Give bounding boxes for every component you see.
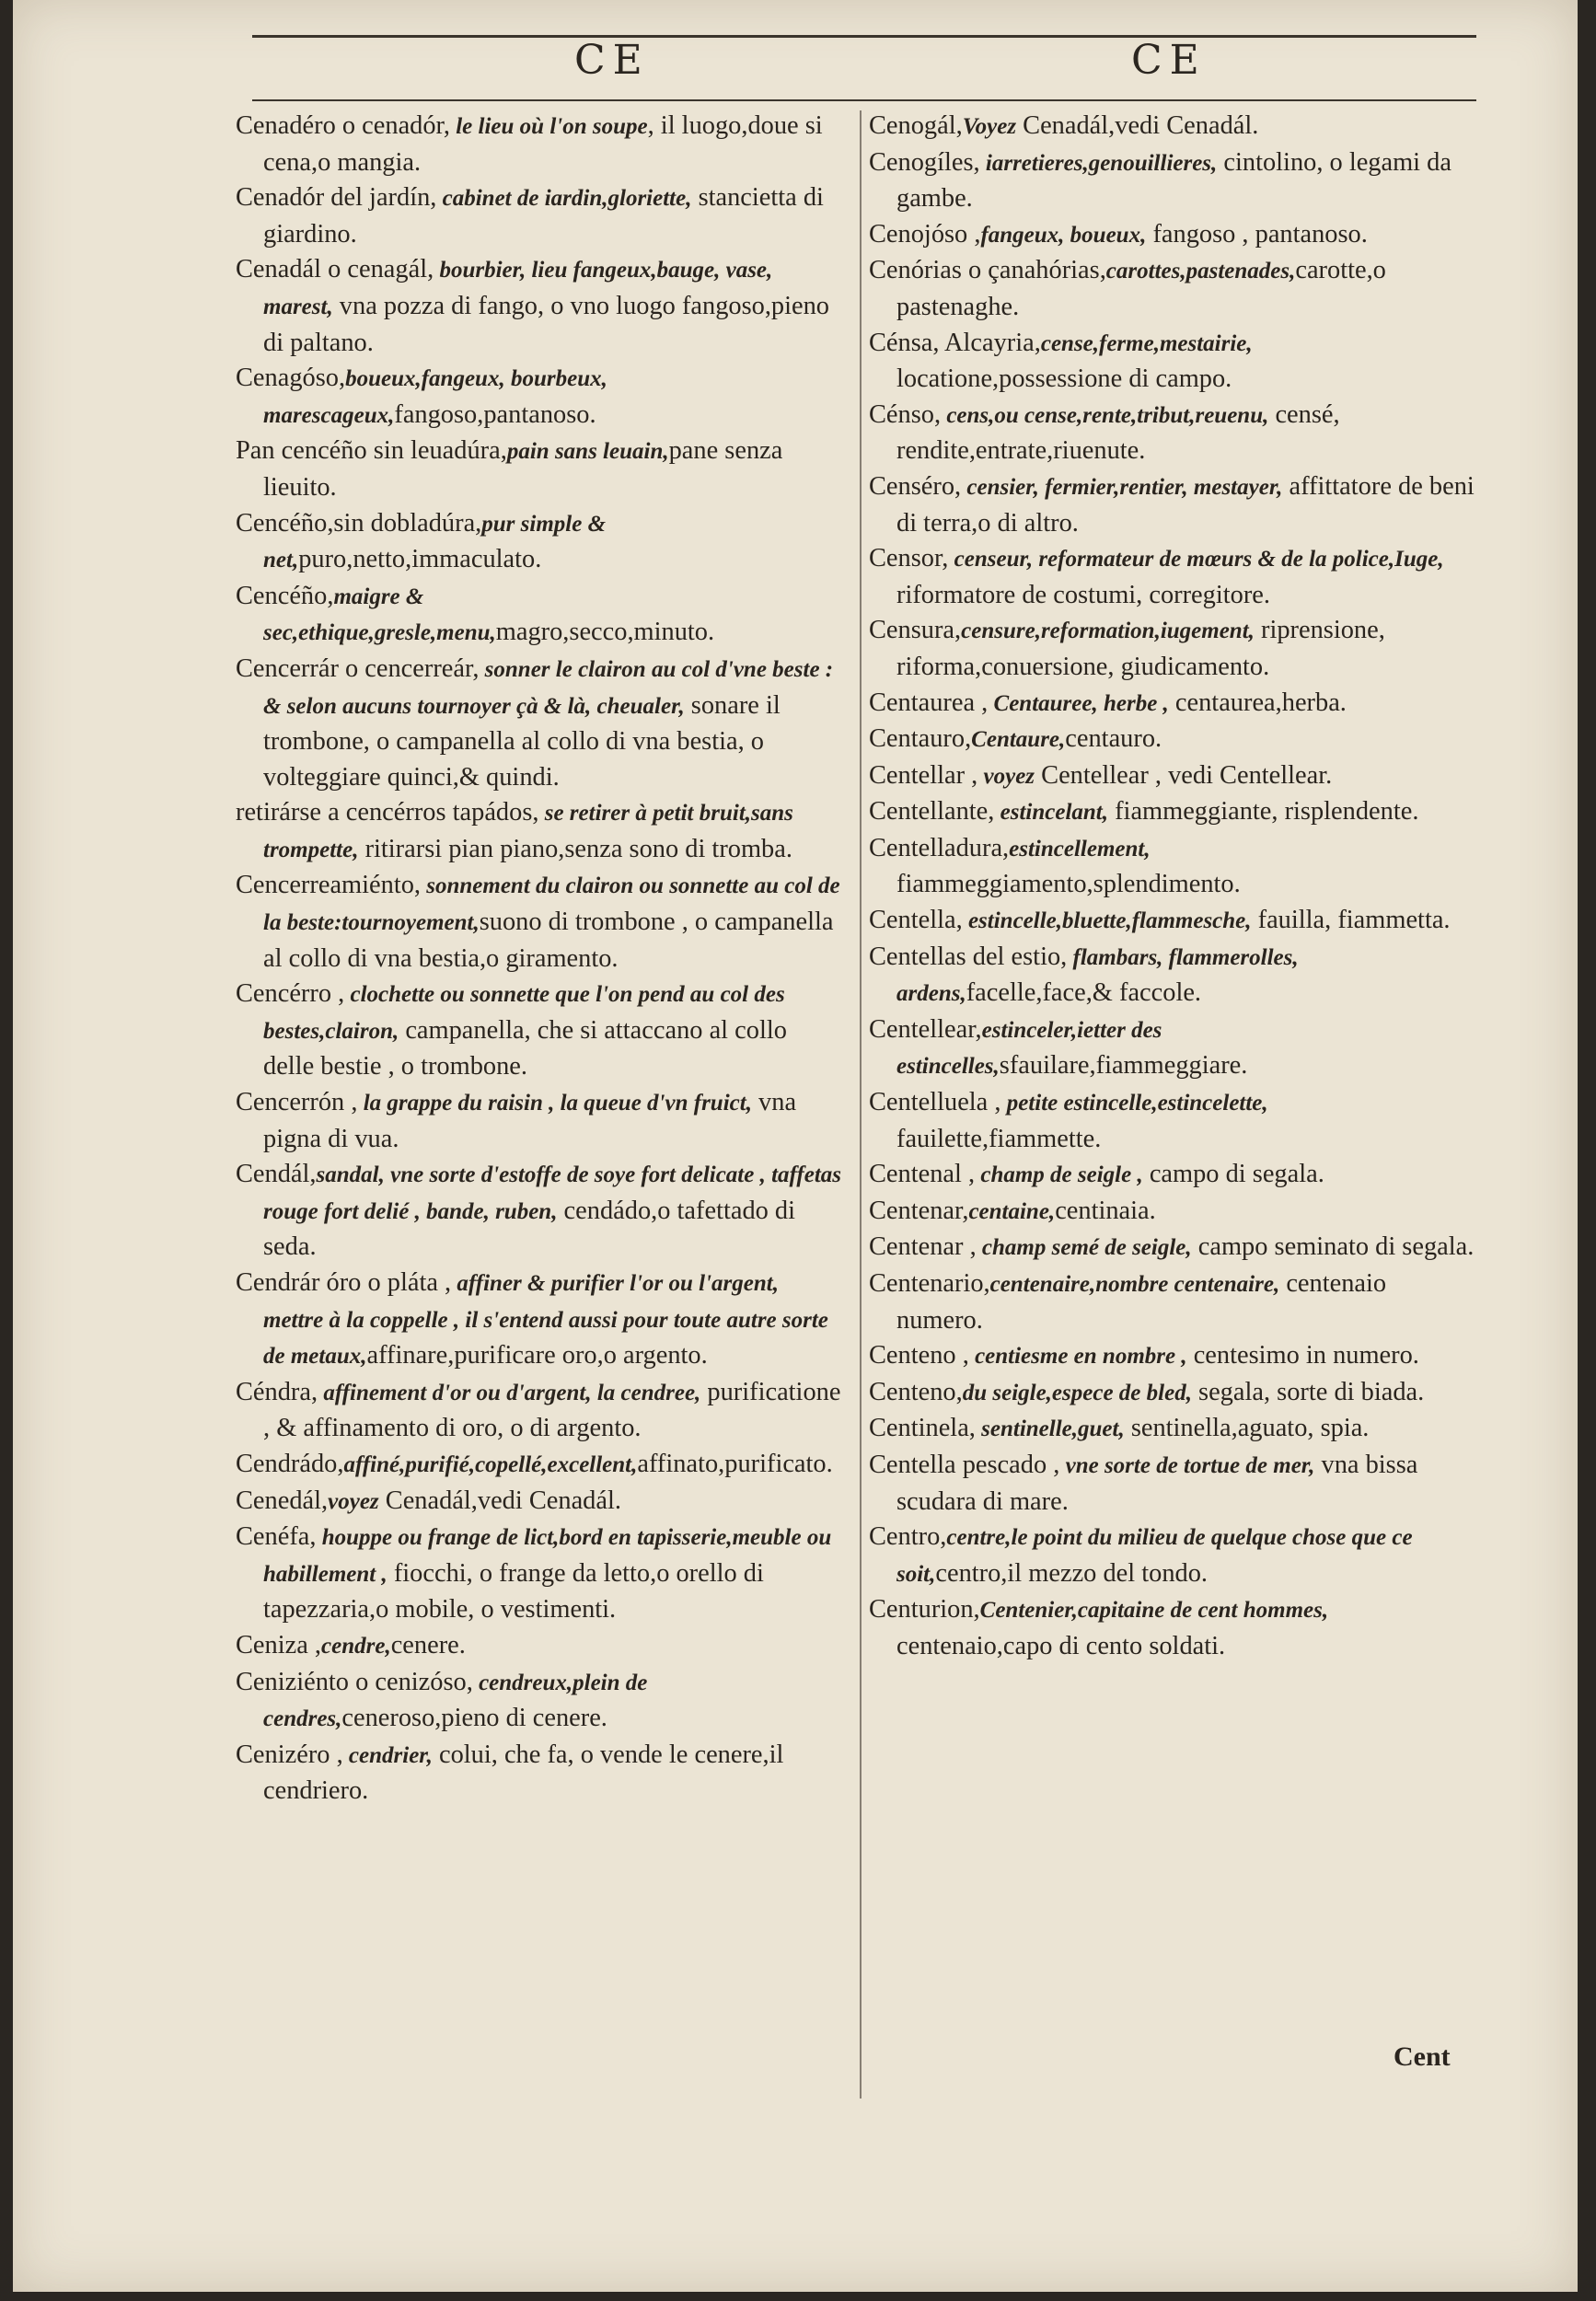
french-gloss: estincelle,bluette,flammesche, bbox=[962, 908, 1252, 934]
headword: Centelluela , bbox=[869, 1088, 1001, 1117]
french-gloss: estincelant, bbox=[994, 800, 1108, 826]
french-gloss: le lieu où l'on soupe bbox=[449, 114, 648, 139]
italian-gloss: fiammeggiamento,splendimento. bbox=[896, 870, 1241, 899]
italian-gloss: puro,netto,immaculato. bbox=[298, 545, 542, 574]
headword: Centella, bbox=[869, 906, 963, 935]
headword: Céndra, bbox=[236, 1377, 318, 1406]
italian-gloss: colui, che fa, o vende le cenere,il cendriero. bbox=[263, 1740, 784, 1806]
french-gloss: Centauree, herbe , bbox=[988, 690, 1169, 716]
french-gloss: estincellement, bbox=[1009, 836, 1151, 861]
dictionary-entry bbox=[869, 1411, 1476, 1448]
headword: Cencéño, bbox=[236, 581, 334, 610]
french-gloss: affinement d'or ou d'argent, la cendree, bbox=[318, 1380, 701, 1405]
french-gloss: censeur, reformateur de mœurs & de la police,Iuge, bbox=[948, 547, 1444, 572]
headword: Censura, bbox=[869, 616, 962, 645]
italian-gloss: sfauilare,fiammeggiare. bbox=[999, 1051, 1248, 1081]
dictionary-entry bbox=[869, 1338, 1476, 1375]
french-gloss: carottes,pastenades, bbox=[1105, 259, 1296, 284]
italian-gloss: sentinella,aguato, spia. bbox=[1124, 1414, 1370, 1443]
dictionary-entry bbox=[869, 831, 1476, 903]
catchword: Cent bbox=[1394, 2041, 1451, 2072]
dictionary-entry bbox=[869, 109, 1476, 145]
french-gloss: houppe ou frange de lict,bord en tapisserie,meuble ou habillement , bbox=[263, 1525, 832, 1587]
headword: Centenal , bbox=[869, 1160, 976, 1189]
french-gloss: Centaure, bbox=[971, 727, 1066, 753]
italian-gloss: centenaio numero. bbox=[896, 1269, 1387, 1335]
dictionary-entry bbox=[869, 1085, 1476, 1157]
french-gloss: censier, fermier,rentier, mestayer, bbox=[961, 474, 1283, 500]
italian-gloss: carotte,o pastenaghe. bbox=[896, 256, 1386, 321]
french-gloss: la grappe du raisin , la queue d'vn fruict, bbox=[357, 1091, 752, 1116]
headword: Cenedál, bbox=[236, 1486, 329, 1515]
french-gloss: centre,le point du milieu de quelque chose que ce soit, bbox=[896, 1525, 1413, 1587]
french-gloss: pur simple & net, bbox=[263, 511, 607, 573]
header-rule bbox=[252, 99, 1476, 101]
french-gloss: voyez bbox=[977, 763, 1035, 789]
italian-gloss: magro,secco,minuto. bbox=[495, 618, 715, 647]
french-gloss: flambars, flammerolles, ardens, bbox=[896, 944, 1299, 1007]
french-gloss: du seigle,espece de bled, bbox=[962, 1380, 1192, 1405]
french-gloss: affiner & purifier l'or ou l'argent, mettre à la coppelle , il s'entend aussi pour toute autre sorte de metaux, bbox=[263, 1271, 828, 1370]
dictionary-entry bbox=[869, 1592, 1476, 1664]
right-column bbox=[869, 109, 1476, 1665]
headword: Cenéfa, bbox=[236, 1522, 317, 1552]
french-gloss: champ de seigle , bbox=[975, 1162, 1143, 1188]
headword: Cenagóso, bbox=[236, 364, 346, 393]
italian-gloss: facelle,face,& faccole. bbox=[966, 978, 1202, 1008]
italian-gloss: ritirarsi pian piano,senza sono di tromba. bbox=[358, 834, 792, 863]
italian-gloss: sonare il trombone, o campanella al collo di vna bestia, o volteggiare quinci,& quindi. bbox=[263, 690, 781, 792]
italian-gloss: cenere. bbox=[390, 1630, 466, 1659]
headword: Centenar , bbox=[869, 1232, 977, 1262]
headword: Cenórias o çanahórias, bbox=[869, 256, 1106, 285]
headword: Centellante, bbox=[869, 797, 995, 827]
dictionary-entry bbox=[869, 1230, 1476, 1266]
headword: Pan cencéño sin leuadúra, bbox=[236, 436, 507, 466]
book-page bbox=[13, 0, 1578, 2292]
headword: Cenogíles, bbox=[869, 147, 980, 177]
dictionary-entry bbox=[236, 109, 843, 180]
italian-gloss: segala, sorte di biada. bbox=[1191, 1377, 1425, 1406]
french-gloss: clochette ou sonnette que l'on pend au col des bestes,clairon, bbox=[263, 982, 785, 1044]
italian-gloss: fauilla, fiammetta. bbox=[1251, 906, 1451, 935]
italian-gloss: ceneroso,pieno di cenere. bbox=[341, 1704, 607, 1733]
dictionary-entry bbox=[869, 1194, 1476, 1231]
dictionary-entry bbox=[869, 903, 1476, 940]
headword: Centro, bbox=[869, 1522, 947, 1552]
headword: Ceniziénto o cenizóso, bbox=[236, 1667, 473, 1696]
dictionary-entry bbox=[236, 506, 843, 579]
dictionary-entry bbox=[236, 1520, 843, 1628]
italian-gloss: stancietta di giardino. bbox=[263, 183, 824, 249]
dictionary-entry bbox=[869, 1012, 1476, 1085]
french-gloss: centiesme en nombre , bbox=[968, 1344, 1187, 1370]
dictionary-entry bbox=[236, 1085, 843, 1157]
dictionary-entry bbox=[869, 326, 1476, 398]
italian-gloss: Cenadál,vedi Cenadál. bbox=[378, 1486, 621, 1515]
dictionary-entry bbox=[869, 398, 1476, 469]
italian-gloss: suono di trombone , o campanella al collo di vna bestia,o giramento. bbox=[263, 908, 834, 973]
french-gloss: champ semé de seigle, bbox=[976, 1235, 1192, 1261]
dictionary-entry bbox=[236, 1484, 843, 1521]
italian-gloss: cendádo,o tafettado di seda. bbox=[263, 1196, 796, 1262]
french-gloss: fangeux, boueux, bbox=[980, 222, 1147, 248]
italian-gloss: centinaia. bbox=[1055, 1196, 1156, 1225]
headword: Cendrár óro o pláta , bbox=[236, 1268, 452, 1297]
left-column bbox=[236, 109, 843, 1810]
dictionary-entry bbox=[869, 940, 1476, 1012]
italian-gloss: affinato,purificato. bbox=[637, 1449, 833, 1478]
dictionary-entry bbox=[869, 217, 1476, 254]
dictionary-entry bbox=[869, 613, 1476, 685]
headword: Centella pescado , bbox=[869, 1450, 1060, 1479]
french-gloss: pain sans leuain, bbox=[506, 439, 669, 465]
dictionary-entry bbox=[869, 1266, 1476, 1338]
headword: Cencerrár o cencerreár, bbox=[236, 653, 480, 683]
italian-gloss: vna pozza di fango, o vno luogo fangoso,pieno di paltano. bbox=[263, 291, 830, 357]
headword: Cenizéro , bbox=[236, 1740, 343, 1769]
italian-gloss: riformatore de costumi, corregitore. bbox=[896, 580, 1270, 609]
french-gloss: Voyez bbox=[962, 114, 1017, 139]
dictionary-entry bbox=[236, 434, 843, 505]
dictionary-entry bbox=[236, 652, 843, 795]
french-gloss: vne sorte de tortue de mer, bbox=[1059, 1452, 1315, 1478]
headword: Cencerreamiénto, bbox=[236, 871, 421, 900]
dictionary-entry bbox=[869, 253, 1476, 325]
italian-gloss: riprensione, riforma,conuersione, giudicamento. bbox=[896, 616, 1385, 681]
italian-gloss: centesimo in numero. bbox=[1186, 1341, 1419, 1370]
dictionary-entry bbox=[236, 1375, 843, 1447]
french-gloss: cendreux,plein de cendres, bbox=[263, 1670, 648, 1732]
italian-gloss: affinare,purificare oro,o argento. bbox=[366, 1341, 708, 1370]
headword: Centauro, bbox=[869, 724, 972, 754]
dictionary-entry bbox=[236, 977, 843, 1085]
french-gloss: sonner le clairon au col d'vne beste : & selon aucuns tournoyer çà & là, cheualer, bbox=[263, 656, 834, 719]
french-gloss: cendre, bbox=[321, 1633, 391, 1659]
french-gloss: maigre & sec,ethique,gresle,menu, bbox=[263, 584, 496, 646]
dictionary-entry bbox=[236, 1447, 843, 1484]
dictionary-entry bbox=[236, 1665, 843, 1738]
french-gloss: centenaire,nombre centenaire, bbox=[989, 1272, 1280, 1297]
italian-gloss: vna bissa scudara di mare. bbox=[896, 1450, 1418, 1516]
french-gloss: sonnement du clairon ou sonnette au col de la beste:tournoyement, bbox=[263, 873, 840, 936]
dictionary-entry bbox=[869, 758, 1476, 795]
headword: Cenadál o cenagál, bbox=[236, 255, 434, 284]
dictionary-entry bbox=[869, 1157, 1476, 1194]
headword: Cencéño,sin dobladúra, bbox=[236, 508, 482, 538]
dictionary-entry bbox=[236, 795, 843, 868]
dictionary-entry bbox=[869, 469, 1476, 541]
headword: Cénso, bbox=[869, 399, 942, 429]
italian-gloss: affittatore de beni di terra,o di altro. bbox=[896, 471, 1475, 538]
italian-gloss: fauilette,fiammette. bbox=[896, 1124, 1102, 1153]
italian-gloss: centauro. bbox=[1065, 724, 1162, 754]
dictionary-entry bbox=[869, 145, 1476, 217]
french-gloss: cabinet de iardin,gloriette, bbox=[436, 186, 692, 212]
dictionary-entry bbox=[236, 579, 843, 652]
french-gloss: cens,ou cense,rente,tribut,reuenu, bbox=[941, 402, 1269, 428]
italian-gloss: campo seminato di segala. bbox=[1191, 1232, 1475, 1262]
headword: Censor, bbox=[869, 544, 949, 573]
dictionary-entry bbox=[869, 1520, 1476, 1592]
french-gloss: voyez bbox=[328, 1488, 379, 1514]
italian-gloss: fiammeggiante, risplendente. bbox=[1108, 797, 1419, 827]
top-rule bbox=[252, 35, 1476, 38]
right-running-head: CE bbox=[1131, 37, 1207, 84]
headword: Cenadór del jardín, bbox=[236, 183, 437, 213]
headword: Centelladura, bbox=[869, 833, 1010, 862]
french-gloss: iarretieres,genouillieres, bbox=[979, 150, 1218, 176]
italian-gloss: centaurea,herba. bbox=[1168, 688, 1347, 717]
french-gloss: sentinelle,guet, bbox=[975, 1416, 1125, 1442]
french-gloss: censure,reformation,iugement, bbox=[961, 619, 1255, 644]
dictionary-entry bbox=[236, 252, 843, 361]
italian-gloss: fangoso , pantanoso. bbox=[1146, 219, 1368, 249]
left-running-head: CE bbox=[574, 37, 650, 84]
headword: Cencérro , bbox=[236, 979, 345, 1009]
dictionary-entry bbox=[869, 722, 1476, 758]
italian-gloss: purificatione , & affinamento di oro, o di argento. bbox=[263, 1377, 841, 1443]
dictionary-entry bbox=[236, 180, 843, 252]
headword: Ceniza , bbox=[236, 1630, 322, 1659]
italian-gloss: centro,il mezzo del tondo. bbox=[935, 1558, 1209, 1588]
headword: Cénsa, Alcayria, bbox=[869, 328, 1041, 357]
headword: retirárse a cencérros tapádos, bbox=[236, 798, 539, 827]
headword: Centurion, bbox=[869, 1595, 980, 1625]
french-gloss: se retirer à petit bruit,sans trompette, bbox=[263, 801, 793, 862]
dictionary-entry bbox=[236, 1738, 843, 1810]
french-gloss: sandal, vne sorte d'estoffe de soye fort delicate , taffetas rouge fort delié , bande, ruben, bbox=[263, 1162, 842, 1224]
italian-gloss: pane senza lieuito. bbox=[263, 436, 783, 502]
italian-gloss: Centellear , vedi Centellear. bbox=[1035, 760, 1333, 790]
dictionary-entry bbox=[236, 1266, 843, 1375]
headword: Centeno , bbox=[869, 1341, 969, 1370]
dictionary-entry bbox=[236, 361, 843, 434]
italian-gloss: campo di segala. bbox=[1142, 1160, 1324, 1189]
dictionary-entry bbox=[869, 1448, 1476, 1520]
headword: Cenadéro o cenadór, bbox=[236, 111, 450, 140]
italian-gloss: , il luogo,doue si cena,o mangia. bbox=[263, 111, 823, 177]
french-gloss: affiné,purifié,copellé,excellent, bbox=[343, 1451, 638, 1477]
headword: Centaurea , bbox=[869, 688, 989, 717]
headword: Censéro, bbox=[869, 471, 962, 501]
italian-gloss: fiocchi, o frange da letto,o orello di tapezzaria,o mobile, o vestimenti. bbox=[263, 1558, 764, 1625]
column-divider bbox=[860, 110, 862, 2099]
italian-gloss: fangoso,pantanoso. bbox=[394, 399, 596, 429]
french-gloss: petite estincelle,estincelette, bbox=[1000, 1091, 1268, 1116]
french-gloss: boueux,fangeux, bourbeux, marescageux, bbox=[263, 366, 607, 428]
italian-gloss: campanella, che si attaccano al collo delle bestie , o trombone. bbox=[263, 1015, 787, 1081]
headword: Centellar , bbox=[869, 760, 978, 790]
dictionary-entry bbox=[869, 541, 1476, 613]
italian-gloss: censé, rendite,entrate,riuenute. bbox=[896, 399, 1340, 466]
italian-gloss: locatione,possessione di campo. bbox=[896, 364, 1232, 394]
headword: Cendál, bbox=[236, 1160, 317, 1189]
headword: Centeno, bbox=[869, 1377, 963, 1406]
french-gloss: cense,ferme,mestairie, bbox=[1040, 330, 1253, 356]
headword: Centellas del estio, bbox=[869, 942, 1068, 971]
dictionary-entry bbox=[869, 686, 1476, 723]
french-gloss: estinceler,ietter des estincelles, bbox=[896, 1017, 1162, 1080]
french-gloss: cendrier, bbox=[342, 1742, 433, 1768]
headword: Cenojóso , bbox=[869, 219, 981, 249]
french-gloss: centaine, bbox=[968, 1198, 1056, 1224]
italian-gloss: Cenadál,vedi Cenadál. bbox=[1016, 111, 1259, 140]
headword: Cencerrón , bbox=[236, 1088, 358, 1117]
headword: Centenar, bbox=[869, 1196, 969, 1225]
french-gloss: bourbier, lieu fangeux,bauge, vase, marest, bbox=[263, 258, 773, 319]
headword: Centinela, bbox=[869, 1414, 976, 1443]
dictionary-entry bbox=[869, 794, 1476, 831]
dictionary-entry bbox=[236, 1628, 843, 1665]
italian-gloss: cintolino, o legami da gambe. bbox=[896, 147, 1451, 214]
headword: Centenario, bbox=[869, 1269, 990, 1298]
headword: Centellear, bbox=[869, 1014, 982, 1044]
italian-gloss: vna pigna di vua. bbox=[263, 1088, 797, 1153]
dictionary-entry bbox=[236, 1157, 843, 1266]
french-gloss: Centenier,capitaine de cent hommes, bbox=[979, 1598, 1329, 1624]
italian-gloss: centenaio,capo di cento soldati. bbox=[896, 1631, 1226, 1660]
headword: Cendrádo, bbox=[236, 1449, 344, 1478]
dictionary-entry bbox=[236, 868, 843, 977]
headword: Cenogál, bbox=[869, 111, 963, 140]
dictionary-entry bbox=[869, 1375, 1476, 1412]
